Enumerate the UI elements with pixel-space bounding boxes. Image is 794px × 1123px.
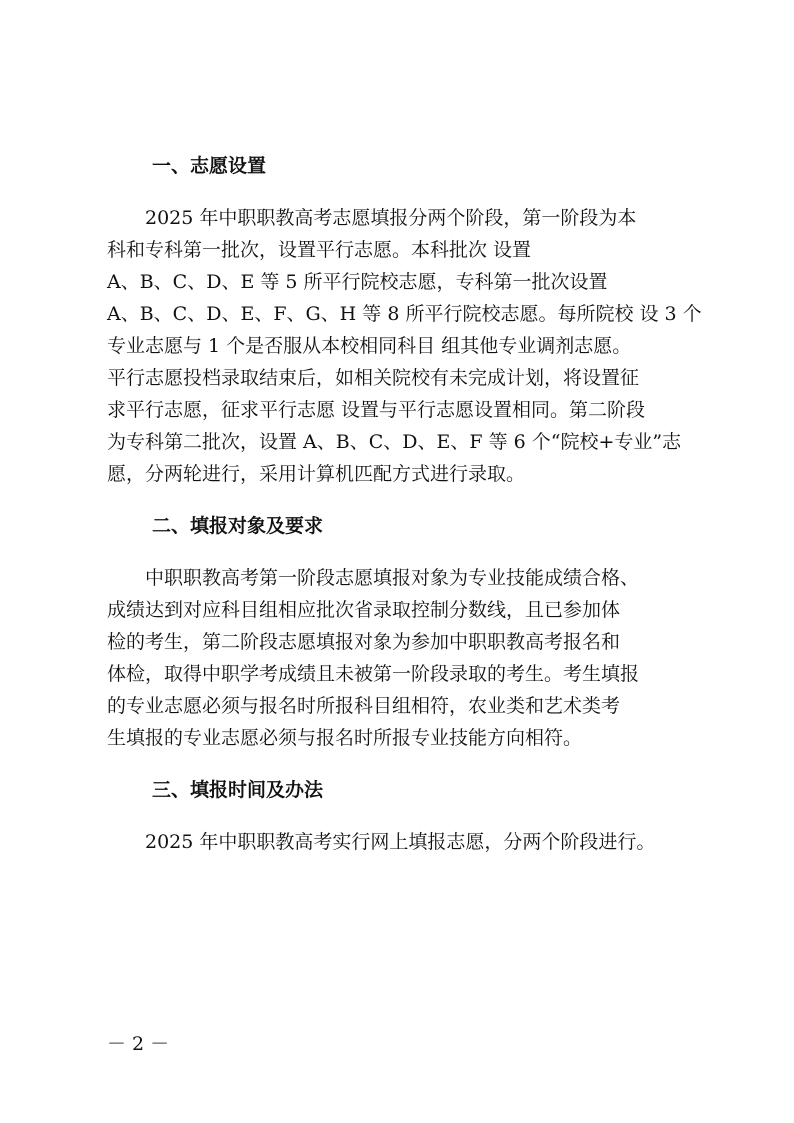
paragraph-line: 2025 年中职职教高考志愿填报分两个阶段，第一阶段为本 xyxy=(145,207,637,229)
section-paragraph-2 xyxy=(107,562,687,754)
paragraph-line: 生填报的专业志愿必须与报名时所报专业技能方向相符。 xyxy=(107,727,583,749)
paragraph-line: A、B、C、D、E、F、G、H 等 8 所平行院校志愿。每所院校 设 3 个 xyxy=(107,303,702,325)
paragraph-line: 为专科第二批次，设置 A、B、C、D、E、F 等 6 个“院校+专业”志 xyxy=(107,431,682,453)
page-number: － 2 － xyxy=(107,1033,170,1055)
paragraph-line: 中职职教高考第一阶段志愿填报对象为专业技能成绩合格、 xyxy=(145,567,640,589)
document-body xyxy=(107,150,702,858)
paragraph-line: 的专业志愿必须与报名时所报科目组相符，农业类和艺术类考 xyxy=(107,695,621,717)
paragraph-line: 求平行志愿，征求平行志愿 设置与平行志愿设置相同。第二阶段 xyxy=(107,399,646,421)
spacer xyxy=(107,490,687,510)
section-heading-3: 三、填报时间及办法 xyxy=(152,779,324,801)
paragraph-line: 平行志愿投档录取结束后，如相关院校有未完成计划，将设置征 xyxy=(107,367,640,389)
section-paragraph-1 xyxy=(107,202,702,490)
paragraph-line: 成绩达到对应科目组相应批次省录取控制分数线，且已参加体 xyxy=(107,599,621,621)
spacer xyxy=(107,542,687,562)
spacer xyxy=(107,754,687,774)
paragraph-line: 科和专科第一批次，设置平行志愿。本科批次 设置 xyxy=(107,239,532,261)
paragraph-line: 2025 年中职职教高考实行网上填报志愿，分两个阶段进行。 xyxy=(145,831,656,853)
paragraph-line: 愿，分两轮进行，采用计算机匹配方式进行录取。 xyxy=(107,463,526,485)
paragraph-line: 检的考生，第二阶段志愿填报对象为参加中职职教高考报名和 xyxy=(107,631,621,653)
section-heading-1: 一、志愿设置 xyxy=(152,155,267,177)
section-heading-2: 二、填报对象及要求 xyxy=(152,515,324,537)
paragraph-line: A、B、C、D、E 等 5 所平行院校志愿，专科第一批次设置 xyxy=(107,271,608,293)
spacer xyxy=(107,182,687,202)
spacer xyxy=(107,806,687,826)
section-paragraph-3 xyxy=(107,826,687,858)
paragraph-line: 体检，取得中职学考成绩且未被第一阶段录取的考生。考生填报 xyxy=(107,663,640,685)
paragraph-line: 专业志愿与 1 个是否服从本校相同科目 组其他专业调剂志愿。 xyxy=(107,335,632,357)
